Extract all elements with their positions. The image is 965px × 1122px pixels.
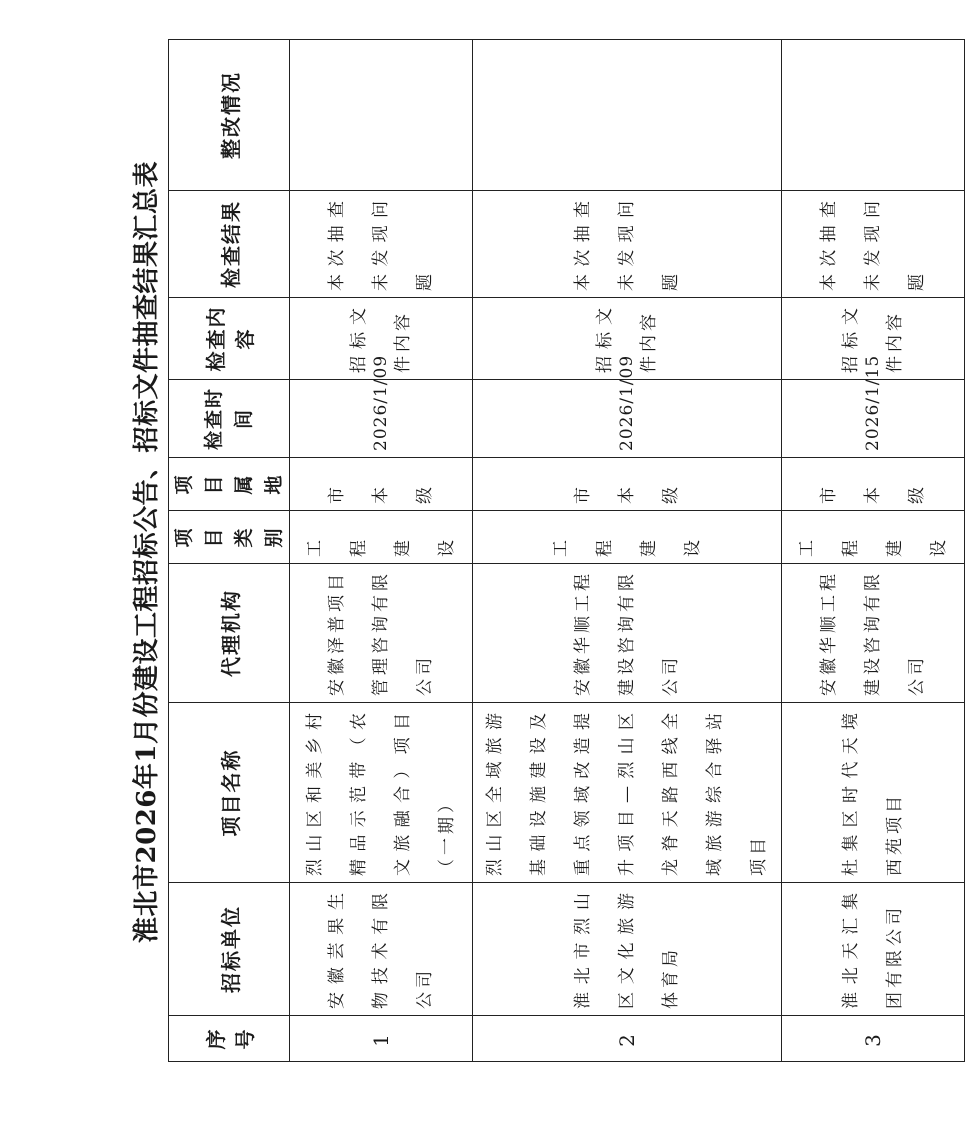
cell-project-name: 烈山区全域旅游基础设施建设及重点领域改造提升项目—烈山区龙脊天路西线全域旅游综合驿站项目 xyxy=(473,703,782,883)
cell-check-content: 招标文件内容 xyxy=(473,298,782,380)
table-row xyxy=(473,40,782,1062)
cell-seq: 2 xyxy=(473,1016,782,1062)
document-title: 淮北市2026年1月份建设工程招标公告、招标文件抽查结果汇总表 xyxy=(132,161,162,943)
cell-check-time: 2026/1/09 xyxy=(290,380,473,458)
header-category: 项目类别 xyxy=(169,511,290,564)
cell-category: 工程建设 xyxy=(782,511,965,564)
header-rectification: 整改情况 xyxy=(169,40,290,191)
header-tenderer: 招标单位 xyxy=(169,883,290,1016)
cell-agency: 安徽华顺工程建设咨询有限公司 xyxy=(473,564,782,703)
cell-category: 工程建设 xyxy=(290,511,473,564)
cell-tenderer: 安徽芸果生物技术有限公司 xyxy=(290,883,473,1016)
cell-tenderer: 淮北天汇集团有限公司 xyxy=(782,883,965,1016)
cell-agency: 安徽华顺工程建设咨询有限公司 xyxy=(782,564,965,703)
header-project-name: 项目名称 xyxy=(169,703,290,883)
header-check-time: 检查时间 xyxy=(169,380,290,458)
cell-result: 本次抽查未发现问题 xyxy=(782,191,965,298)
cell-category: 工程建设 xyxy=(473,511,782,564)
cell-location: 市本级 xyxy=(473,458,782,511)
cell-rectification xyxy=(473,40,782,191)
header-location: 项目属地 xyxy=(169,458,290,511)
header-check-content: 检查内容 xyxy=(169,298,290,380)
cell-seq: 3 xyxy=(782,1016,965,1062)
cell-project-name: 烈山区和美乡村精品示范带（农文旅融合）项目（一期） xyxy=(290,703,473,883)
table-row xyxy=(290,40,473,1062)
cell-check-time: 2026/1/15 xyxy=(782,380,965,458)
cell-result: 本次抽查未发现问题 xyxy=(473,191,782,298)
header-row xyxy=(169,40,290,1062)
cell-rectification xyxy=(782,40,965,191)
cell-agency: 安徽泽普项目管理咨询有限公司 xyxy=(290,564,473,703)
cell-location: 市本级 xyxy=(782,458,965,511)
cell-tenderer: 淮北市烈山区文化旅游体育局 xyxy=(473,883,782,1016)
cell-location: 市本级 xyxy=(290,458,473,511)
results-table xyxy=(168,39,965,1062)
cell-check-time: 2026/1/09 xyxy=(473,380,782,458)
cell-rectification xyxy=(290,40,473,191)
cell-project-name: 杜集区时代天境西苑项目 xyxy=(782,703,965,883)
cell-result: 本次抽查未发现问题 xyxy=(290,191,473,298)
header-seq: 序号 xyxy=(169,1016,290,1062)
header-agency: 代理机构 xyxy=(169,564,290,703)
header-result: 检查结果 xyxy=(169,191,290,298)
cell-check-content: 招标文件内容 xyxy=(782,298,965,380)
cell-check-content: 招标文件内容 xyxy=(290,298,473,380)
cell-seq: 1 xyxy=(290,1016,473,1062)
table-row xyxy=(782,40,965,1062)
